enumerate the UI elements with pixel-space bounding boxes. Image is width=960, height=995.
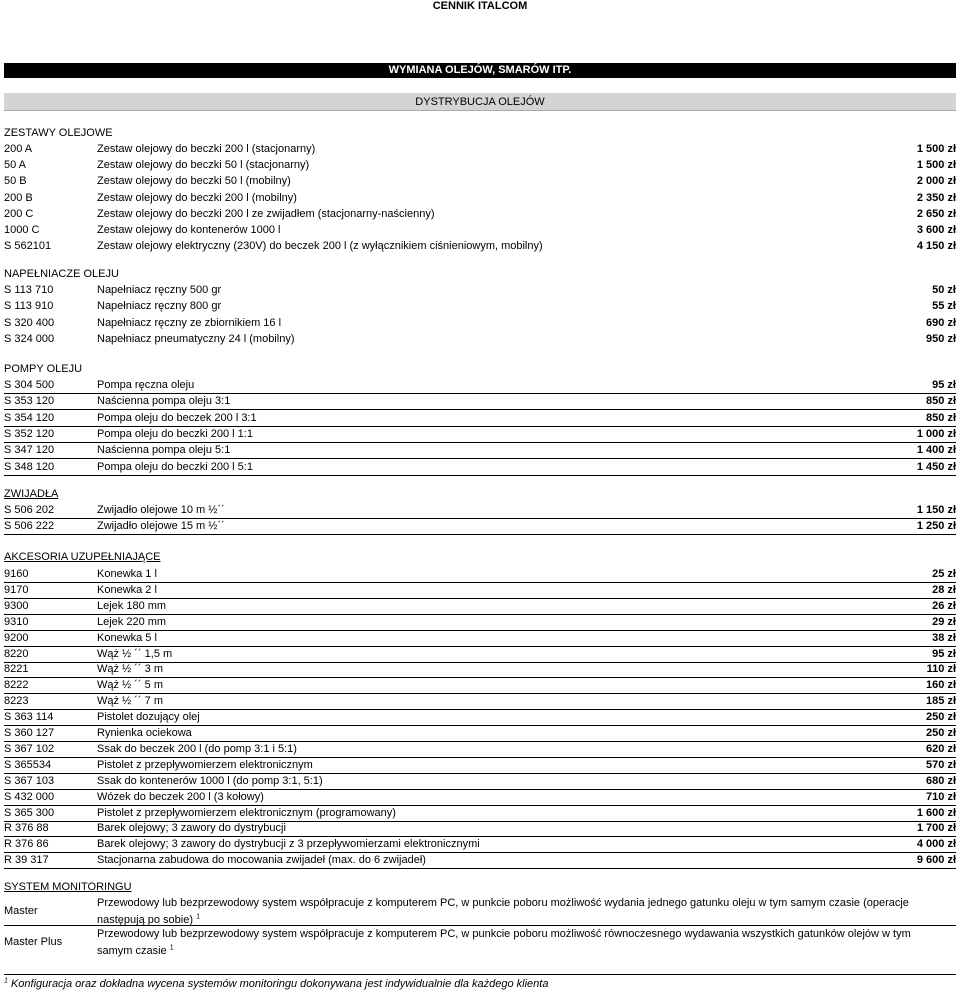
system-name: Master	[4, 905, 38, 917]
product-description: Rynienka ociekowa	[97, 727, 192, 739]
product-code: 8223	[4, 695, 29, 708]
price-row	[4, 410, 956, 427]
price-row	[4, 582, 956, 599]
product-price: 1 000 zł	[916, 427, 956, 440]
product-price: 26 zł	[932, 599, 956, 612]
price-row	[4, 566, 956, 583]
akcesoria-section-title: AKCESORIA UZUPEŁNIAJĄCE	[4, 551, 161, 563]
product-code: 8222	[4, 679, 29, 692]
footnote	[4, 977, 548, 991]
price-row	[4, 141, 956, 157]
product-description: Wąż ½ ´´ 5 m	[97, 679, 164, 692]
product-description: Wąż ½ ´´ 3 m	[97, 663, 164, 676]
sub-section-band: DYSTRYBUCJA OLEJÓW	[4, 93, 956, 111]
price-row	[4, 709, 956, 726]
product-code: R 376 88	[4, 822, 49, 835]
monitoring-row	[4, 926, 956, 957]
price-row	[4, 773, 956, 790]
product-price: 28 zł	[932, 583, 956, 596]
product-description: Zestaw olejowy elektryczny (230V) do beczek 200 l (z wyłącznikiem ciśnieniowym, mobilny)	[97, 240, 543, 253]
product-code: 9310	[4, 615, 29, 628]
price-row	[4, 442, 956, 459]
product-price: 9 600 zł	[916, 854, 956, 867]
product-price: 250 zł	[926, 727, 956, 739]
product-price: 160 zł	[926, 679, 956, 692]
price-row	[4, 282, 956, 298]
price-row	[4, 836, 956, 853]
price-row	[4, 646, 956, 663]
product-code: S 360 127	[4, 727, 55, 739]
price-row	[4, 820, 956, 837]
product-description: Ssak do beczek 200 l (do pomp 3:1 i 5:1)	[97, 742, 297, 755]
product-price: 1 700 zł	[916, 822, 956, 835]
product-price: 680 zł	[926, 774, 956, 787]
zestawy-section-title: ZESTAWY OLEJOWE	[4, 127, 113, 139]
product-description: Pompa oleju do beczek 200 l 3:1	[97, 411, 257, 424]
product-price: 250 zł	[926, 711, 956, 724]
product-price: 1 500 zł	[916, 143, 956, 155]
product-description: Ssak do kontenerów 1000 l (do pomp 3:1, 5:1)	[97, 774, 323, 787]
product-price: 185 zł	[926, 695, 956, 708]
price-row	[4, 157, 956, 173]
product-price: 850 zł	[926, 411, 956, 424]
product-price: 1 400 zł	[916, 444, 956, 457]
product-code: 50 A	[4, 159, 27, 172]
price-row	[4, 598, 956, 615]
product-code: S 506 222	[4, 520, 55, 533]
price-row	[4, 789, 956, 806]
price-row	[4, 805, 956, 822]
product-price: 2 650 zł	[916, 207, 956, 220]
napelniacze-section-title: NAPEŁNIACZE OLEJU	[4, 268, 119, 280]
price-row	[4, 757, 956, 774]
product-code: 9300	[4, 599, 29, 612]
product-description: Zestaw olejowy do beczki 200 l (mobilny)	[97, 191, 297, 204]
product-price: 690 zł	[926, 316, 956, 329]
product-description: Barek olejowy; 3 zawory do dystrybucji	[97, 822, 286, 835]
product-price: 4 000 zł	[916, 838, 956, 851]
product-price: 1 150 zł	[916, 504, 956, 516]
price-row	[4, 518, 956, 535]
product-price: 3 600 zł	[916, 224, 956, 236]
price-row	[4, 315, 956, 331]
product-code: S 367 102	[4, 742, 55, 755]
price-row	[4, 222, 956, 238]
product-description: Pompa oleju do beczki 200 l 5:1	[97, 460, 253, 473]
product-price: 50 zł	[932, 284, 956, 296]
product-price: 1 500 zł	[916, 159, 956, 172]
zwijadla-section-title: ZWIJADŁA	[4, 488, 59, 500]
product-code: S 363 114	[4, 711, 54, 724]
price-row	[4, 190, 956, 206]
system-name: Master Plus	[4, 936, 63, 948]
product-price: 620 zł	[926, 742, 956, 755]
product-code: S 324 000	[4, 332, 55, 345]
footnote-mark: 1	[4, 977, 8, 985]
product-code: 200 C	[4, 207, 34, 220]
product-price: 2 000 zł	[916, 175, 956, 188]
product-price: 710 zł	[926, 790, 956, 803]
system-description	[97, 895, 947, 929]
product-code: S 354 120	[4, 411, 55, 424]
product-description: Pistolet z przepływomierzem elektronicznym (programowany)	[97, 806, 396, 819]
product-description: Naścienna pompa oleju 3:1	[97, 395, 231, 408]
product-price: 95 zł	[932, 647, 956, 660]
product-code: S 506 202	[4, 504, 55, 516]
product-code: S 353 120	[4, 395, 55, 408]
price-row	[4, 502, 956, 519]
system-description-text: Przewodowy lub bezprzewodowy system współpracuje z komputerem PC, w punkcie poboru możliwość równoczesnego wydawania wszystkich gatunków olejów w tym samym czasie	[97, 928, 911, 957]
product-code: 50 B	[4, 175, 27, 188]
price-row	[4, 393, 956, 410]
product-description: Lejek 220 mm	[97, 615, 167, 628]
product-description: Konewka 5 l	[97, 631, 157, 644]
product-price: 25 zł	[932, 568, 956, 580]
product-price: 29 zł	[932, 615, 956, 628]
product-code: S 113 910	[4, 300, 54, 313]
product-code: 200 A	[4, 143, 33, 155]
product-description: Konewka 2 l	[97, 583, 157, 596]
price-row	[4, 238, 956, 254]
product-description: Zwijadło olejowe 10 m ½´´	[97, 504, 225, 516]
product-price: 570 zł	[926, 758, 956, 771]
product-price: 95 zł	[932, 379, 956, 391]
product-code: 200 B	[4, 191, 33, 204]
product-price: 55 zł	[932, 300, 956, 313]
product-description: Napełniacz ręczny ze zbiornikiem 16 l	[97, 316, 282, 329]
product-price: 110 zł	[926, 663, 956, 676]
product-price: 950 zł	[926, 332, 956, 345]
price-row	[4, 693, 956, 710]
price-row	[4, 741, 956, 758]
product-code: 9200	[4, 631, 29, 644]
product-code: 1000 C	[4, 224, 40, 236]
product-code: R 39 317	[4, 854, 49, 867]
product-description: Pompa oleju do beczki 200 l 1:1	[97, 427, 253, 440]
product-code: S 365534	[4, 758, 52, 771]
price-row	[4, 206, 956, 222]
product-code: S 367 103	[4, 774, 55, 787]
price-row	[4, 377, 956, 394]
product-code: 8221	[4, 663, 29, 676]
footnote-reference: 1	[169, 944, 174, 952]
product-description: Napełniacz ręczny 500 gr	[97, 284, 222, 296]
product-price: 4 150 zł	[916, 240, 956, 253]
product-description: Pistolet dozujący olej	[97, 711, 200, 724]
product-price: 850 zł	[926, 395, 956, 408]
section-band: WYMIANA OLEJÓW, SMARÓW ITP.	[4, 63, 956, 78]
monitoring-section-title: SYSTEM MONITORINGU	[4, 881, 132, 893]
product-code: S 352 120	[4, 427, 55, 440]
footnote-reference: 1	[196, 913, 200, 921]
product-code: 9160	[4, 568, 29, 580]
price-row	[4, 173, 956, 189]
product-code: 8220	[4, 647, 29, 660]
system-description	[97, 926, 947, 960]
price-row	[4, 725, 956, 742]
price-row	[4, 459, 956, 476]
monitoring-row	[4, 895, 956, 926]
product-code: S 365 300	[4, 806, 55, 819]
system-description-text: Przewodowy lub bezprzewodowy system współpracuje z komputerem PC, w punkcie poboru możliwość wydania jednego gatunku oleju w tym samym czasie (operacje następują po sobie)	[97, 897, 909, 926]
product-description: Wąż ½ ´´ 1,5 m	[97, 647, 173, 660]
product-code: R 376 86	[4, 838, 49, 851]
price-row	[4, 614, 956, 631]
product-description: Wąż ½ ´´ 7 m	[97, 695, 164, 708]
footnote-text: Konfiguracja oraz dokładna wycena systemów monitoringu dokonywana jest indywidualnie dla każdego klienta	[10, 978, 549, 990]
price-row	[4, 298, 956, 314]
product-price: 2 350 zł	[916, 191, 956, 204]
product-code: S 113 710	[4, 284, 54, 296]
product-code: S 562101	[4, 240, 52, 253]
product-description: Napełniacz ręczny 800 gr	[97, 300, 222, 313]
product-code: S 348 120	[4, 460, 55, 473]
product-price: 1 600 zł	[916, 806, 956, 819]
product-description: Zestaw olejowy do beczki 50 l (stacjonarny)	[97, 159, 310, 172]
product-code: S 320 400	[4, 316, 55, 329]
product-description: Napełniacz pneumatyczny 24 l (mobilny)	[97, 332, 295, 345]
price-row	[4, 426, 956, 443]
product-description: Naścienna pompa oleju 5:1	[97, 444, 231, 457]
product-code: 9170	[4, 583, 29, 596]
product-description: Konewka 1 l	[97, 568, 157, 580]
price-row	[4, 331, 956, 347]
price-row	[4, 661, 956, 678]
product-description: Zestaw olejowy do beczki 200 l ze zwijadłem (stacjonarny-naścienny)	[97, 207, 435, 220]
document-title: CENNIK ITALCOM	[432, 0, 528, 12]
product-description: Barek olejowy; 3 zawory do dystrybucji z 3 przepływomierzami elektronicznymi	[97, 838, 480, 851]
price-row	[4, 630, 956, 647]
price-row	[4, 677, 956, 694]
price-row	[4, 852, 956, 869]
product-description: Lejek 180 mm	[97, 599, 167, 612]
product-code: S 432 000	[4, 790, 55, 803]
product-description: Stacjonarna zabudowa do mocowania zwijadeł (max. do 6 zwijadeł)	[97, 854, 426, 867]
product-code: S 304 500	[4, 379, 55, 391]
product-description: Zestaw olejowy do kontenerów 1000 l	[97, 224, 281, 236]
product-description: Zwijadło olejowe 15 m ½´´	[97, 520, 225, 533]
product-description: Pompa ręczna oleju	[97, 379, 195, 391]
pompy-section-title: POMPY OLEJU	[4, 363, 83, 375]
product-description: Zestaw olejowy do beczki 50 l (mobilny)	[97, 175, 291, 188]
product-price: 38 zł	[932, 631, 956, 644]
footnote-divider	[4, 974, 956, 975]
product-code: S 347 120	[4, 444, 55, 457]
product-description: Wózek do beczek 200 l (3 kołowy)	[97, 790, 264, 803]
product-description: Pistolet z przepływomierzem elektronicznym	[97, 758, 313, 771]
product-description: Zestaw olejowy do beczki 200 l (stacjonarny)	[97, 143, 316, 155]
product-price: 1 250 zł	[916, 520, 956, 533]
product-price: 1 450 zł	[916, 460, 956, 473]
